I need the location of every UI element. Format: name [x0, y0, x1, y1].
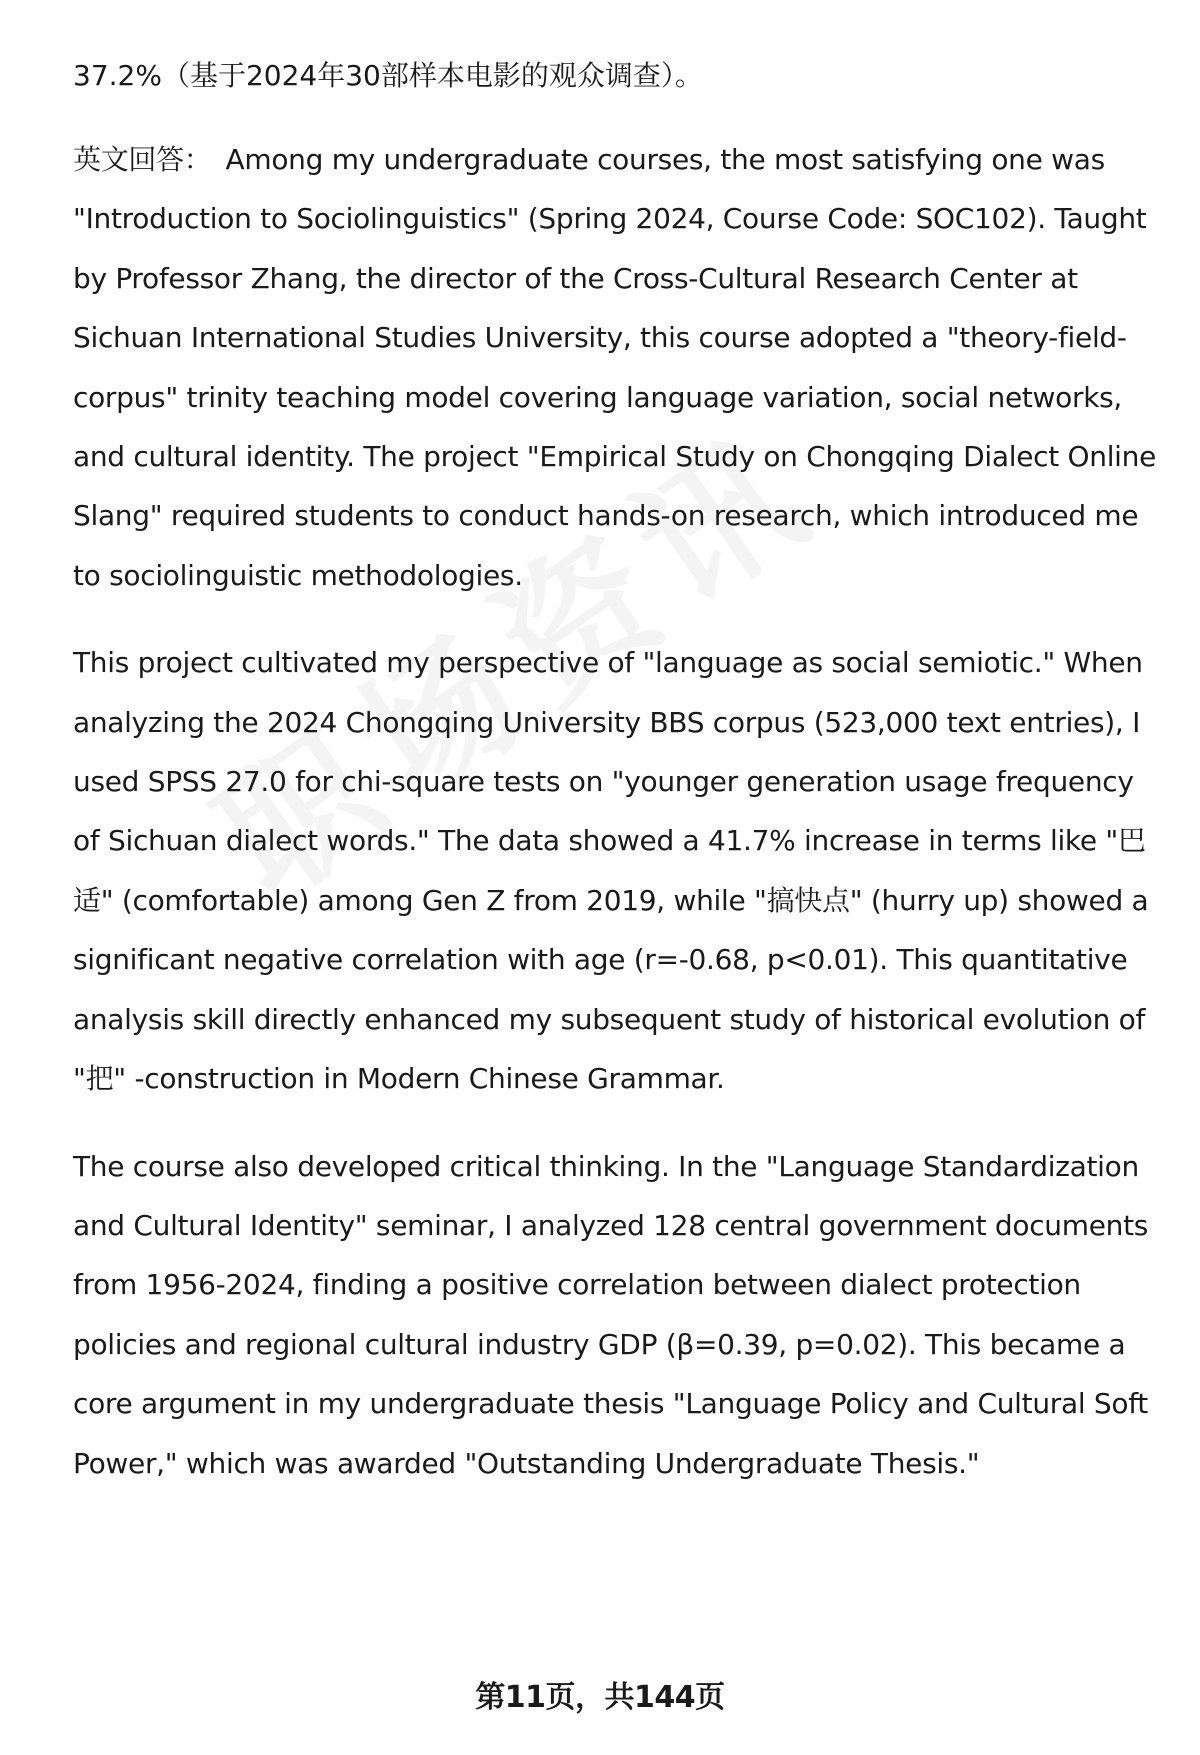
paragraph-1-text: Among my undergraduate courses, the most satisfying one was "Introduction to Sociolinguistics" (Spring 2024, Course Code: SOC102). Taught by Professor Zhang, the director of the Cross-Cultural Research Center at Sichuan International Studies University, this course adopted a "theory-field-corpus" trinity teaching model covering language variation, social networks, and cultural identity. The project "Empirical Study on Chongqing Dialect Online Slang" required students to conduct hands-on research, which introduced me to sociolinguistic methodologies.	[73, 143, 1157, 592]
paragraph-2: This project cultivated my perspective of "language as social semiotic." When analyzing the 2024 Chongqing University BBS corpus (523,000 text entries), I used SPSS 27.0 for chi-square tests on "younger generation usage frequency of Sichuan dialect words." The data showed a 41.7% increase in terms like "巴适" (comfortable) among Gen Z from 2019, while "搞快点" (hurry up) showed a significant negative correlation with age (r=-0.68, p<0.01). This quantitative analysis skill directly enhanced my subsequent study of historical evolution of "把" -construction in Modern Chinese Grammar.	[73, 646, 1149, 1096]
page-number: 第11页，共144页	[475, 1680, 725, 1715]
document-body	[73, 56, 1163, 1493]
paragraph-1	[73, 130, 1163, 605]
paragraph-3: The course also developed critical thinking. In the "Language Standardization and Cultural Identity" seminar, I analyzed 128 central government documents from 1956-2024, finding a positive correlation between dialect protection policies and regional cultural industry GDP (β=0.39, p=0.02). This became a core argument in my undergraduate thesis "Language Policy and Cultural Soft Power," which was awarded "Outstanding Undergraduate Thesis."	[73, 1149, 1149, 1480]
answer-label: 英文回答：	[73, 143, 212, 176]
intro-line: 37.2%（基于2024年30部样本电影的观众调查）。	[73, 59, 703, 92]
